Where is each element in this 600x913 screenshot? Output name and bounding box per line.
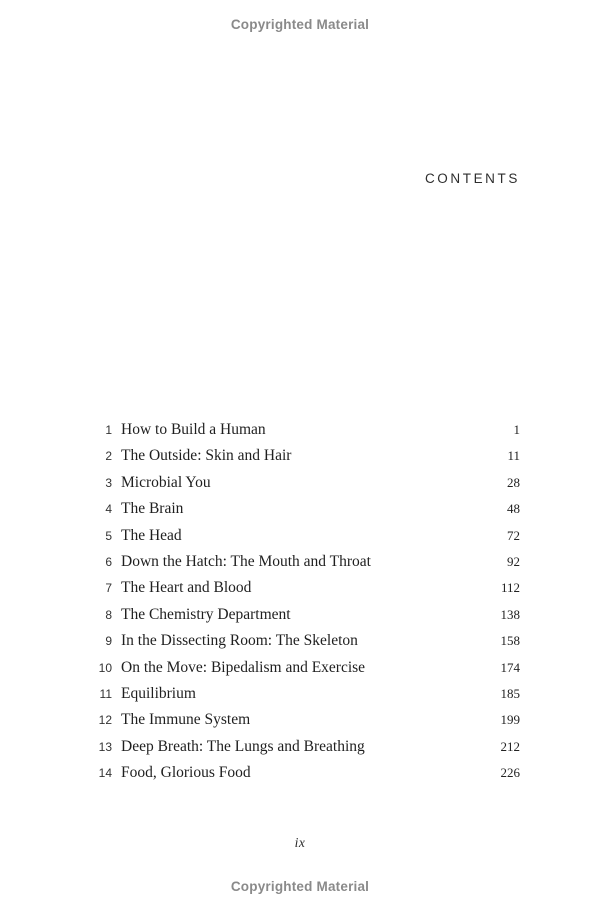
chapter-number: 11 [99,686,112,701]
chapter-page-number: 185 [500,685,520,701]
chapter-title: Food, Glorious Food [121,764,251,782]
chapter-page-number: 1 [513,422,520,437]
chapter-number: 7 [105,581,112,596]
chapter-title: The Chemistry Department [121,605,291,623]
chapter-number: 2 [105,449,112,464]
toc-row [84,711,520,737]
chapter-page-number: 92 [507,553,520,569]
chapter-title: The Immune System [121,711,251,729]
toc-row [84,500,520,526]
chapter-title: Microbial You [121,473,211,491]
chapter-number: 13 [98,739,112,754]
toc-row [84,606,520,632]
chapter-title: Equilibrium [121,684,196,702]
contents-heading: CONTENTS [424,171,520,186]
copyright-watermark-top: Copyrighted Material [230,17,370,32]
chapter-title: The Head [121,526,182,544]
chapter-page-number: 138 [500,606,520,622]
chapter-number: 3 [105,475,112,490]
chapter-number: 5 [105,528,112,543]
chapter-page-number: 212 [500,738,520,754]
chapter-page-number: 72 [507,527,520,543]
chapter-number: 8 [105,607,112,622]
chapter-page-number: 158 [500,633,520,649]
toc-row [84,527,520,553]
chapter-number: 10 [98,660,112,675]
toc-row [84,738,520,764]
chapter-page-number: 199 [500,712,520,728]
toc-row [84,474,520,500]
chapter-title: Deep Breath: The Lungs and Breathing [121,737,365,755]
chapter-number: 12 [98,713,112,728]
chapter-number: 1 [105,423,112,437]
chapter-number: 4 [105,502,112,517]
chapter-title: On the Move: Bipedalism and Exercise [121,658,366,676]
chapter-page-number: 11 [507,448,520,464]
toc-row [84,579,520,605]
toc-row [84,764,520,790]
toc-row [84,685,520,711]
chapter-title: In the Dissecting Room: The Skeleton [121,632,358,650]
chapter-title: Down the Hatch: The Mouth and Throat [121,552,371,570]
chapter-number: 14 [98,766,112,781]
chapter-number: 9 [105,634,112,649]
table-of-contents [84,421,520,790]
toc-row [84,447,520,473]
toc-row [84,553,520,579]
folio-page-number: ix [294,835,306,850]
chapter-number: 6 [105,554,112,569]
chapter-title: The Heart and Blood [121,579,252,597]
chapter-title: The Brain [121,500,184,518]
chapter-page-number: 174 [500,659,520,675]
toc-row [84,659,520,685]
toc-row [84,421,520,447]
chapter-title: How to Build a Human [121,421,266,438]
copyright-watermark-bottom: Copyrighted Material [230,879,370,894]
chapter-page-number: 226 [500,765,520,781]
chapter-page-number: 48 [507,501,520,517]
chapter-page-number: 28 [507,474,520,490]
toc-row [84,632,520,658]
chapter-title: The Outside: Skin and Hair [121,447,292,465]
chapter-page-number: 112 [500,580,520,596]
